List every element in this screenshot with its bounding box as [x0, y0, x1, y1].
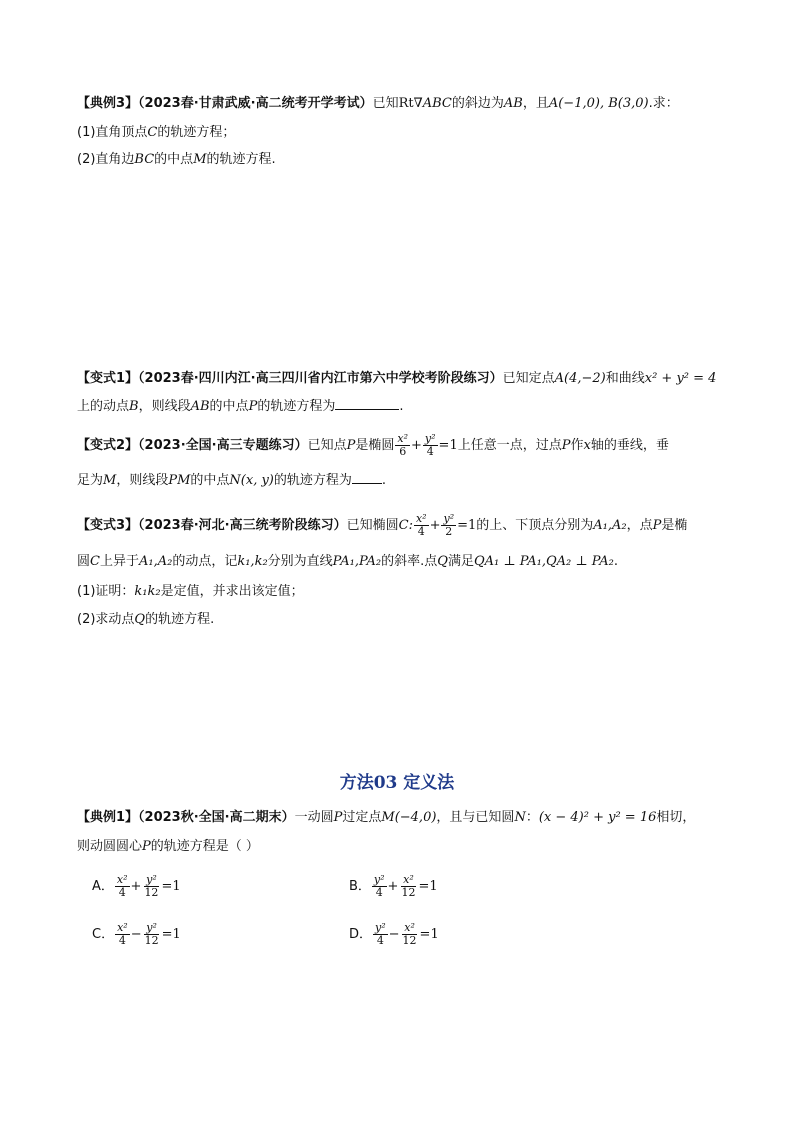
text: 已知 — [372, 96, 399, 111]
math: =1 — [161, 879, 181, 894]
option-d[interactable] — [349, 922, 439, 947]
text: ： — [525, 810, 539, 825]
section-title: 方法03 定义法 — [339, 773, 455, 793]
math: A₁,A₂ — [593, 518, 627, 533]
variant2-line1 — [77, 433, 669, 458]
numerator: y² — [146, 921, 157, 934]
math: − — [388, 927, 400, 942]
denominator: 2 — [445, 525, 453, 538]
text: 已知定点 — [502, 371, 555, 386]
math: C — [90, 554, 100, 569]
answer-blank[interactable] — [335, 397, 399, 410]
math: AB — [190, 399, 210, 414]
text: 的轨迹方程； — [157, 125, 236, 140]
math: + — [411, 438, 422, 453]
variant3-source: （2023春·河北·高三统考阶段练习） — [138, 518, 347, 533]
text: (1)直角顶点 — [77, 125, 148, 140]
math: M — [103, 473, 117, 488]
math: M(−4,0) — [381, 810, 437, 825]
text: 已知椭圆 — [346, 518, 399, 533]
variant1-line1 — [77, 369, 716, 389]
text: 的斜率.点 — [381, 554, 438, 569]
math: ∇ABC — [413, 96, 452, 111]
fraction — [143, 922, 161, 947]
numerator: x² — [403, 873, 414, 886]
example3-q2 — [77, 150, 276, 170]
math: + — [429, 518, 441, 533]
denominator: 12 — [402, 934, 417, 947]
text: 相切， — [656, 810, 696, 825]
math: M — [193, 152, 207, 167]
numerator: x² — [404, 921, 415, 934]
numerator: y² — [146, 873, 157, 886]
example1-line1 — [77, 808, 695, 828]
text: ，则线段 — [138, 399, 191, 414]
math: C — [147, 125, 158, 140]
option-label: A． — [92, 879, 114, 894]
text: 作 — [570, 438, 584, 453]
fraction — [441, 513, 456, 538]
option-a[interactable] — [92, 874, 181, 899]
fraction — [142, 874, 160, 899]
text: 圆 — [77, 554, 91, 569]
fraction — [115, 922, 130, 947]
text: ，则线段 — [116, 473, 169, 488]
variant3-q2 — [77, 610, 214, 630]
denominator: 12 — [144, 934, 159, 947]
text: 的中点 — [190, 473, 230, 488]
math: =1 — [419, 927, 439, 942]
math: P — [652, 518, 662, 533]
text: . — [381, 473, 387, 488]
text: 满足 — [447, 554, 474, 569]
math: Q — [437, 554, 448, 569]
math: B — [129, 399, 139, 414]
option-c[interactable] — [92, 922, 181, 947]
text: 的轨迹方程. — [145, 612, 215, 627]
numerator: x² — [116, 873, 128, 886]
variant3-tag: 【变式3】 — [77, 518, 139, 533]
math: P — [561, 438, 571, 453]
fraction — [423, 433, 438, 458]
numerator: y² — [375, 921, 386, 934]
text: 分别为直线 — [267, 554, 333, 569]
numerator: y² — [373, 873, 385, 886]
math: P — [346, 438, 356, 453]
math: BC — [134, 152, 155, 167]
variant3-q1 — [77, 582, 304, 602]
text: (2)求动点 — [77, 612, 135, 627]
math: + — [130, 879, 142, 894]
math: − — [130, 927, 142, 942]
text: ，且与已知圆 — [436, 810, 515, 825]
text: 轴的垂线，垂 — [590, 438, 669, 453]
math: =1 — [161, 927, 181, 942]
text: 则动圆圆心 — [77, 839, 143, 854]
fraction — [399, 874, 417, 899]
math: =1 — [457, 518, 477, 533]
math: + — [387, 879, 399, 894]
example1-line2 — [77, 837, 259, 857]
option-label: D． — [349, 927, 373, 942]
text: (1)证明： — [77, 584, 135, 599]
text: 和曲线 — [605, 371, 645, 386]
text: 是椭圆 — [355, 438, 395, 453]
text: ，且 — [522, 96, 549, 111]
option-label: C． — [92, 927, 115, 942]
math: QA₁ ⊥ PA₁,QA₂ ⊥ PA₂ — [473, 554, 614, 569]
answer-blank[interactable] — [352, 471, 382, 484]
text: 上的动点 — [77, 399, 130, 414]
fraction — [414, 513, 429, 538]
fraction — [372, 874, 387, 899]
text: 上异于 — [99, 554, 139, 569]
text: 的轨迹方程为 — [257, 399, 336, 414]
text: 是定值，并求出该定值； — [160, 584, 304, 599]
variant1-line2 — [77, 397, 403, 417]
text: 是椭 — [661, 518, 688, 533]
math: P — [333, 810, 343, 825]
math: =1 — [418, 879, 438, 894]
denominator: 4 — [417, 525, 425, 538]
math: C: — [398, 518, 413, 533]
variant3-line1 — [77, 513, 687, 538]
example1-tag: 【典例1】 — [77, 810, 139, 825]
text: . — [399, 399, 404, 414]
math: P — [248, 399, 258, 414]
variant2-line2 — [77, 471, 386, 491]
math: P — [142, 839, 151, 854]
math: AB — [503, 96, 523, 111]
denominator: 4 — [118, 934, 126, 947]
math: A(−1,0), B(3,0) — [548, 96, 649, 111]
numerator: x² — [397, 432, 409, 445]
math: Q — [134, 612, 146, 627]
math: k₁,k₂ — [237, 554, 268, 569]
text: ，点 — [626, 518, 653, 533]
example3-q1 — [77, 123, 235, 143]
option-b[interactable] — [349, 874, 438, 899]
variant1-tag: 【变式1】 — [77, 371, 139, 386]
text: 过定点 — [342, 810, 382, 825]
denominator: 4 — [118, 886, 126, 899]
text: 的中点 — [154, 152, 194, 167]
example3-line1 — [77, 94, 679, 114]
example1-source: （2023秋·全国·高二期末） — [138, 810, 295, 825]
denominator: 12 — [144, 886, 159, 899]
math: A(4,−2) — [554, 371, 606, 386]
math: PA₁,PA₂ — [332, 554, 382, 569]
math: A₁,A₂ — [138, 554, 173, 569]
fraction — [395, 433, 410, 458]
text: .求： — [648, 96, 679, 111]
option-label: B． — [349, 879, 371, 894]
fraction — [115, 874, 130, 899]
text: 已知点 — [307, 438, 347, 453]
example3-tag: 【典例3】 — [77, 96, 139, 111]
denominator: 4 — [375, 886, 383, 899]
text: 的上、下顶点分别为 — [476, 518, 594, 533]
text: 的轨迹方程. — [206, 152, 276, 167]
denominator: 6 — [399, 445, 407, 458]
text: 上任意一点，过点 — [457, 438, 562, 453]
math: x — [583, 438, 591, 453]
text: 的轨迹方程是（ ） — [150, 839, 259, 854]
math: k₁k₂ — [134, 584, 161, 599]
text: 足为 — [77, 473, 104, 488]
variant3-line2 — [77, 552, 618, 572]
text: 的动点，记 — [172, 554, 238, 569]
denominator: 4 — [426, 445, 434, 458]
variant2-source: （2023·全国·高三专题练习） — [138, 438, 308, 453]
denominator: 4 — [376, 934, 384, 947]
math: N — [514, 810, 526, 825]
numerator: y² — [443, 512, 455, 525]
numerator: x² — [415, 512, 427, 525]
math: Rt — [398, 96, 414, 111]
math: x² + y² = 4 — [644, 371, 717, 386]
numerator: y² — [424, 432, 436, 445]
variant1-source: （2023春·四川内江·高三四川省内江市第六中学校考阶段练习） — [138, 371, 503, 386]
variant2-tag: 【变式2】 — [77, 438, 139, 453]
text: 的斜边为 — [451, 96, 504, 111]
math: PM — [168, 473, 191, 488]
math: N(x, y) — [229, 473, 274, 488]
math: (x − 4)² + y² = 16 — [538, 810, 657, 825]
fraction — [373, 922, 388, 947]
denominator: 12 — [401, 886, 416, 899]
text: 的中点 — [209, 399, 249, 414]
text: . — [613, 554, 619, 569]
fraction — [401, 922, 419, 947]
text: 一动圆 — [294, 810, 334, 825]
example3-source: （2023春·甘肃武威·高二统考开学考试） — [138, 96, 373, 111]
text: (2)直角边 — [77, 152, 135, 167]
numerator: x² — [117, 921, 128, 934]
text: 的轨迹方程为 — [273, 473, 352, 488]
math: =1 — [438, 438, 458, 453]
